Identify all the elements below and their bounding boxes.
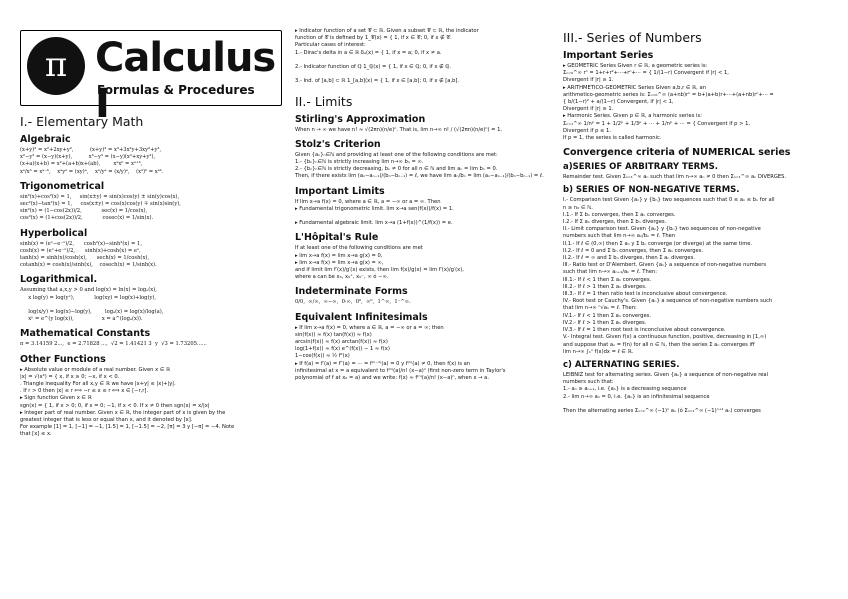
text-line: tanh(x) = sinh(x)/cosh(x), sech(x) = 1/cosh(x), bbox=[20, 255, 150, 262]
text-line: log(1+f(x)) ≈ f(x) e^(f(x)) − 1 ≈ f(x) bbox=[295, 346, 390, 353]
text-line: sin(f(x)) ≈ f(x) tan(f(x)) ≈ f(x) bbox=[295, 331, 372, 338]
text-line: numbers such that lim n→∞ aₙ/bₙ = ℓ. Then bbox=[563, 233, 676, 240]
algebra-formulas bbox=[20, 147, 282, 176]
text-line: n ≥ n₀ ∈ ℕ. bbox=[563, 204, 593, 211]
text-line: cos²(x) = (1+cos(2x))/2, cosec(x) = 1/sin(x). bbox=[20, 215, 154, 222]
text-line: ▸ Sign function Given x ∈ ℝ bbox=[20, 395, 92, 402]
text-line: polynomial of f at x₀ = a) and we write: f(x) ≈ f⁽ⁿ⁾(a)/n! (x−a)ⁿ, when x → a. bbox=[295, 375, 489, 382]
text-line: sinh(x) = (eˣ−e⁻ˣ)/2, cosh²(x)−sinh²(x) = 1, bbox=[20, 240, 142, 247]
text-line: function of 𝒞 is defined by 1_𝒞(x) = { 1, if x ∈ 𝒞; 0, if x ∉ 𝒞. bbox=[295, 35, 452, 42]
remainder-test: Remainder test. Given Σₙ₌₁^∞ aₙ such that lim n→∞ aₙ ≠ 0 then Σₙ₌₁^∞ aₙ DIVERGES. bbox=[563, 174, 787, 181]
text-line: such that lim n→∞ aₙ₊₁/aₙ = ℓ. Then: bbox=[563, 269, 657, 276]
text-line: III.3.- If ℓ = 1 then ratio test is inconclusive about convergence. bbox=[563, 291, 728, 298]
text-line: II.2.- If ℓ = 0 and Σ bₙ converges, then Σ aₙ converges. bbox=[563, 247, 704, 254]
section-limits: II.- Limits bbox=[295, 93, 353, 109]
section-series: III.- Series of Numbers bbox=[563, 30, 702, 45]
text-line: ▸ Fundamental algebraic limit. lim x→a (1+f(x))^(1/f(x)) = e. bbox=[295, 220, 453, 227]
text-line: (x+y)² = x²+2xy+y², (x+y)³ = x³+3x²y+3xy²+y³, bbox=[20, 147, 162, 153]
text-line: IV.- Root test or Cauchy's. Given {aₙ} a sequence of non-negative numbers such bbox=[563, 298, 773, 305]
indicator-function-text bbox=[295, 28, 557, 86]
heading-convergence: Convergence criteria of NUMERICAL series bbox=[563, 147, 791, 159]
heading-equivalent: Equivalent Infinitesimals bbox=[295, 311, 428, 323]
text-line: . Triangle inequality For all x,y ∈ ℝ we have |x+y| ≤ |x|+|y|. bbox=[20, 381, 176, 388]
log-formulas bbox=[20, 287, 282, 323]
heading-important-limits: Important Limits bbox=[295, 185, 385, 197]
text-line: Divergent if |r| ≥ 1. bbox=[563, 106, 614, 113]
lhopital-text bbox=[295, 245, 557, 281]
text-line: cotanh(x) = cosh(x)/sinh(x), cosech(x) = 1/sinh(x). bbox=[20, 262, 157, 269]
alternating-text bbox=[563, 372, 835, 415]
text-line: IV.3.- If ℓ = 1 then root test is inconclusive about convergence. bbox=[563, 327, 726, 334]
text-line: |x| = √(x²) = { x, if x ≥ 0; −x, if x < 0. bbox=[20, 373, 120, 380]
heading-lhopital: L'Hôpital's Rule bbox=[295, 232, 379, 244]
text-line: If p = 1, the series is called harmonic. bbox=[563, 135, 662, 142]
text-line: 1−cos(f(x)) ≈ ½ f²(x) bbox=[295, 353, 350, 360]
text-line: Then the alternating series Σₙ₌₁^∞ (−1)ⁿ aₙ (ó Σₙ₌₁^∞ (−1)ⁿ⁺¹ aₙ) converges bbox=[563, 407, 761, 414]
text-line: infinitesimal at x = a equivalent to f⁽ⁿ⁾(a)/n! (x−a)ⁿ (first non-zero term in Taylor's bbox=[295, 367, 506, 374]
pi-icon: π bbox=[27, 37, 85, 95]
text-line: IV.1.- If ℓ < 1 then Σ aₙ converges. bbox=[563, 312, 651, 319]
text-line: Particular cases of interest: bbox=[295, 42, 366, 49]
text-line: I.1.- If Σ bₙ converges, then Σ aₙ converges. bbox=[563, 211, 676, 218]
text-line: I.2.- If Σ aₙ diverges, then Σ bₙ diverges. bbox=[563, 219, 667, 226]
text-line: 1.- {bₙ}ₙ∈ℕ is strictly increasing lim n→∞ bₙ = ∞. bbox=[295, 159, 424, 166]
text-line: sin²(x)+cos²(x) = 1, sin(x±y) = sin(x)cos(y) ± sin(y)cos(x), bbox=[20, 193, 180, 200]
text-line: { b/(1−r)² + a/(1−r) Convergent, if |r| < 1, bbox=[563, 99, 674, 106]
trig-formulas bbox=[20, 194, 282, 223]
text-line: 1.- Dirac's delta in a ∈ ℝ δₐ(x) = { 1, if x = a; 0, if x ≠ a. bbox=[295, 49, 442, 56]
heading-constants: Mathematical Constants bbox=[20, 328, 151, 340]
column-left bbox=[20, 0, 282, 599]
text-line: III.2.- If ℓ > 1 then Σ aₙ diverges. bbox=[563, 283, 647, 290]
constants-line: π = 3.14159 2..., e = 2.71828 ..., √2 = 1.41421 3 y √3 = 1.73205...... bbox=[20, 341, 207, 348]
text-line: where a can be x₀, x₀⁺, x₀⁻, ∞ ó −∞. bbox=[295, 274, 389, 281]
heading-hyperbolical: Hyperbolical bbox=[20, 227, 88, 239]
important-limits-text bbox=[295, 199, 557, 228]
text-line: ▸ Fundamental trigonometric limit. lim x→a sen(f(x))/f(x) = 1. bbox=[295, 205, 454, 212]
text-line: arcsin(f(x)) ≈ f(x) arctan(f(x)) ≈ f(x) bbox=[295, 339, 388, 346]
other-functions-text bbox=[20, 367, 282, 439]
heading-indeterminate: Indeterminate Forms bbox=[295, 286, 408, 298]
non-negative-tests bbox=[563, 197, 835, 355]
text-line: Then, if there exists lim (aₙ−aₙ₋₁)/(bₙ−bₙ₋₁) = ℓ, we have lim aₙ/bₙ = lim (aₙ−aₙ₋₁)/(bₙ−bₙ₋₁) = ℓ. bbox=[295, 173, 544, 180]
text-line: ▸ Integer part of real number. Given x ∈ ℝ, the integer part of x is given by the bbox=[20, 409, 226, 416]
text-line: LEIBNIZ test for alternating series. Given {aₙ} a sequence of non-negative real bbox=[563, 371, 769, 378]
text-line: III.1.- If ℓ < 1 then Σ aₙ converges. bbox=[563, 276, 652, 283]
text-line: Σₙ₌₀^∞ rⁿ = 1+r+r²+···+rⁿ+··· = { 1/(1−r) Convergent if |r| < 1, bbox=[563, 70, 729, 77]
text-line: and suppose that aₙ = f(n) for all n ∈ ℕ, then the series Σ aₙ converges iff bbox=[563, 341, 755, 348]
text-line: xᵃ/xᵇ = xᵃ⁻ᵇ, xᵃyᵃ = (xy)ᵃ, xᵃ/yᵃ = (x/y)ᵃ, (xᵃ)ᵇ = xᵃᵇ. bbox=[20, 168, 164, 175]
important-series-text bbox=[563, 63, 835, 142]
text-line: 2.- {bₙ}ₙ∈ℕ is strictly decreasing, bₙ ≠ 0 for all n ∈ ℕ and lim aₙ = lim bₙ = 0. bbox=[295, 166, 498, 173]
text-line: II.- Limit comparison test. Given {aₙ} y {bₙ} two sequences of non-negative bbox=[563, 226, 761, 233]
text-line: and if limit lim f′(x)/g′(x) exists, then lim f(x)/g(x) = lim f′(x)/g′(x), bbox=[295, 267, 464, 274]
text-line: II.1.- If ℓ ∈ (0,∞) then Σ aₙ y Σ bₙ converge (or diverge) at the same time. bbox=[563, 240, 753, 247]
text-line: ▸ lim x→a f(x) = lim x→a g(x) = 0, bbox=[295, 252, 383, 259]
text-line: For example [1] = 1, [−1] = −1, [1.5] = 1, [−1.5] = −2, [π] = 3 y [−π] = −4. Note bbox=[20, 424, 235, 431]
text-line: ▸ If lim x→a f(x) = 0, where a ∈ ℝ, a = −∞ or a = ∞; then bbox=[295, 324, 444, 331]
text-line: 2.- lim n→∞ aₙ = 0, i.e. {aₙ} is an infinitesimal sequence bbox=[563, 393, 710, 400]
text-line: III.- Ratio test or D'Alembert. Given {aₙ} a sequence of non-negative numbers bbox=[563, 262, 767, 269]
text-line: Assuming that a,x,y > 0 and log(x) = ln(x) = logₑ(x), bbox=[20, 287, 157, 294]
text-line: xʸ = e^(y log(x)), x = a^(logₐ(x)). bbox=[20, 316, 143, 323]
equivalent-text bbox=[295, 325, 557, 383]
heading-arbitrary-terms: a)SERIES OF ARBITRARY TERMS. bbox=[563, 162, 718, 173]
text-line: . If r > 0 then |x| ≤ r ⟺ −r ≤ x ≤ r ⟺ x ∈ [−r,r]. bbox=[20, 388, 149, 395]
text-line: log(x/y) = log(x)−log(y), logₐ(x) = log(x)/log(a), bbox=[20, 309, 164, 316]
text-line: Divergent if p ≤ 1. bbox=[563, 127, 611, 134]
text-line bbox=[295, 57, 557, 64]
text-line: cosh(x) = (eˣ+e⁻ˣ)/2, sinh(x)+cosh(x) = eˣ, bbox=[20, 247, 141, 254]
heading-trigonometrical: Trigonometrical bbox=[20, 180, 105, 192]
text-line: Σₙ₌₁^∞ 1/nᵖ = 1 + 1/2ᵖ + 1/3ᵖ + ··· + 1/nᵖ + ··· = { Convergent if p > 1, bbox=[563, 120, 751, 127]
text-line: 3.- Ind. of [a,b] ⊂ ℝ 1_[a,b](x) = { 1, if x ∈ [a,b]; 0, if x ∉ [a,b]. bbox=[295, 78, 460, 85]
text-line: 2.- Indicator function of ℚ 1_ℚ(x) = { 1, if x ∈ ℚ; 0, if x ∉ ℚ. bbox=[295, 64, 451, 71]
section-elementary-math: I.- Elementary Math bbox=[20, 114, 144, 129]
text-line: V.- Integral test. Given f(x) a continuous function, positive, decreasing in [1,∞) bbox=[563, 334, 767, 341]
hyper-formulas bbox=[20, 241, 282, 270]
heading-non-negative: b) SERIES OF NON-NEGATIVE TERMS. bbox=[563, 185, 740, 196]
text-line: I.- Comparison test Given {aₙ} y {bₙ} two sequences such that 0 ≤ aₙ ≤ bₙ for all bbox=[563, 197, 775, 204]
text-line: sin²(x) = (1−cos(2x))/2, sec(x) = 1/cos(x), bbox=[20, 208, 148, 215]
text-line: 1.- aₙ ≥ aₙ₊₁, i.e. {aₙ} is a decreasing sequence bbox=[563, 386, 687, 393]
text-line: Divergent if |r| ≥ 1. bbox=[563, 77, 614, 84]
text-line: ▸ If f(a) = f′(a) = f″(a) = ··· = f⁽ⁿ⁻¹⁾(a) = 0 y f⁽ⁿ⁾(a) ≠ 0, then f(x) is an bbox=[295, 360, 471, 367]
heading-algebraic: Algebraic bbox=[20, 134, 71, 145]
heading-alternating: c) ALTERNATING SERIES. bbox=[563, 359, 680, 370]
text-line bbox=[563, 401, 835, 408]
text-line bbox=[20, 302, 282, 309]
text-line: that lim n→∞ ⁿ√aₙ = ℓ. Then: bbox=[563, 305, 637, 312]
text-line: ▸ lim x→a f(x) = lim x→a g(x) = ∞, bbox=[295, 259, 384, 266]
text-line: If at least one of the following conditions are met bbox=[295, 245, 423, 252]
stirling-text: When n → ∞ we have n! ≈ √(2πn)(n/e)ⁿ. That is, lim n→∞ n! / (√(2πn)(n/e)ⁿ) = 1. bbox=[295, 126, 503, 133]
text-line: sgn(x) = { 1, if x > 0; 0, if x = 0; −1, if x < 0. If x ≠ 0 then sgn(x) = x/|x| bbox=[20, 402, 210, 409]
text-line: IV.2.- If ℓ > 1 then Σ aₙ diverges. bbox=[563, 319, 647, 326]
text-line: numbers such that: bbox=[563, 379, 614, 386]
text-line: sec²(x)−tan²(x) = 1, cos(x±y) = cos(x)cos(y) ∓ sin(x)sin(y), bbox=[20, 201, 181, 208]
text-line: (x+a)(x+b) = x²+(a+b)x+(ab), xᵃxᵇ = xᵃ⁺ᵇ, bbox=[20, 161, 143, 168]
logo-title: Calculus I bbox=[95, 35, 276, 127]
heading-important-series: Important Series bbox=[563, 50, 654, 61]
text-line: arithmetico-geometric series is: Σₙ₌₀^∞ (a+nb)rⁿ = b+(a+b)r+···+(a+nb)rⁿ+··· = bbox=[563, 91, 774, 98]
text-line: x log(y) = log(yˣ), log(xy) = log(x)+log(y), bbox=[20, 294, 157, 301]
text-line: lim n→∞ ∫₁ⁿ f(x)dx = ℓ ∈ ℝ. bbox=[563, 348, 634, 355]
text-line bbox=[295, 213, 557, 220]
text-line: greatest integer that is less or equal than x, and it denoted by [x]. bbox=[20, 417, 193, 424]
heading-logarithmical: Logarithmical. bbox=[20, 274, 98, 286]
column-right bbox=[563, 0, 835, 599]
stolz-text bbox=[295, 152, 557, 181]
text-line: Given {aₙ}ₙ∈ℕ and providing at least one of the following conditions are met: bbox=[295, 151, 498, 158]
text-line: that [x] ≤ x. bbox=[20, 431, 52, 438]
text-line: ▸ Indicator function of a set 𝒞 ⊂ ℝ. Given a subset 𝒞 ⊂ ℝ, the indicator bbox=[295, 28, 479, 34]
indeterminate-forms: 0/0, ∞/∞, ∞−∞, 0·∞, 0⁰, ∞⁰, 1^∞, 1⁻^∞. bbox=[295, 299, 411, 306]
heading-other-functions: Other Functions bbox=[20, 353, 106, 365]
logo-subtitle: Formulas & Procedures bbox=[97, 83, 255, 97]
text-line: ▸ GEOMETRIC Series Given r ∈ ℝ, a geometric series is: bbox=[563, 63, 708, 69]
column-middle bbox=[295, 0, 557, 599]
heading-stolz: Stolz's Criterion bbox=[295, 138, 381, 150]
text-line: If lim x→a f(x) = 0, where a ∈ ℝ, a = −∞ or a = ∞. Then bbox=[295, 198, 441, 205]
text-line: II.2.- If ℓ = ∞ and Σ bₙ diverges, then Σ aₙ diverges. bbox=[563, 255, 695, 262]
heading-stirling: Stirling's Approximation bbox=[295, 113, 426, 125]
text-line: x²−y² = (x−y)(x+y), x³−y³ = (x−y)(x²+xy+y²), bbox=[20, 154, 156, 161]
text-line: ▸ Harmonic Series. Given p ∈ ℝ, a harmonic series is: bbox=[563, 113, 702, 120]
text-line: ▸ Absolute value or module of a real number. Given x ∈ ℝ bbox=[20, 366, 171, 373]
text-line: ▸ ARITHMETICO-GEOMETRIC Series Given a,b,r ∈ ℝ, an bbox=[563, 84, 706, 91]
